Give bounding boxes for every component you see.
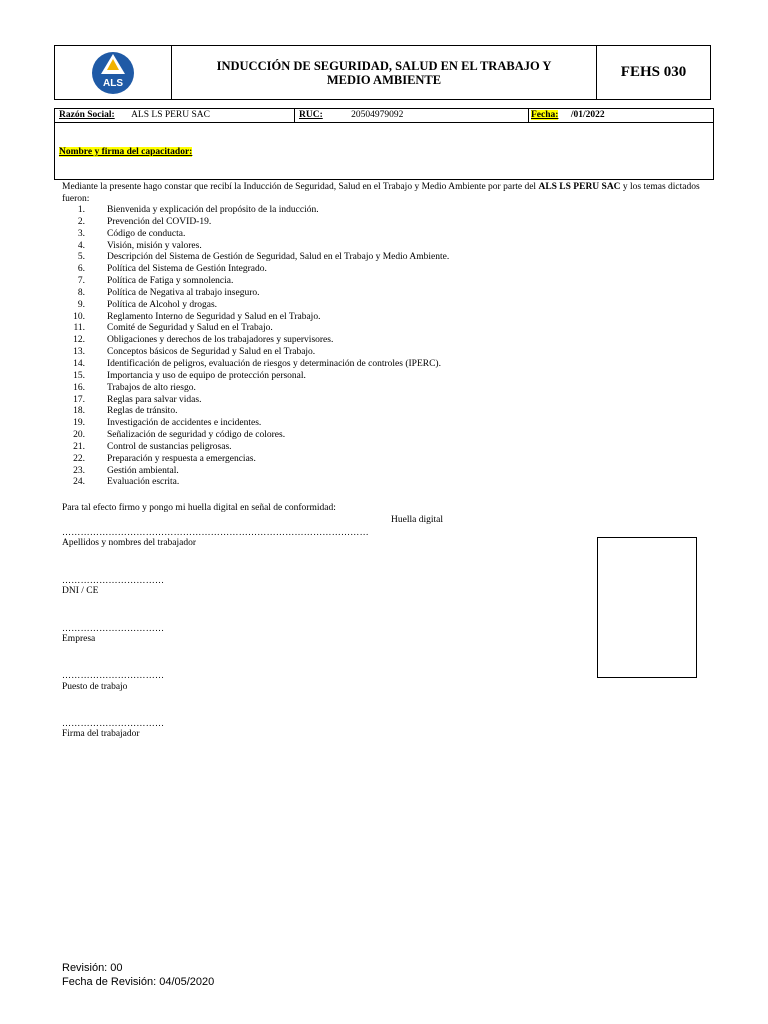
- list-item-text: Importancia y uso de equipo de protección personal.: [107, 370, 306, 381]
- list-item-text: Señalización de seguridad y código de colores.: [107, 430, 286, 441]
- list-item: [62, 441, 232, 454]
- ruc-value: 20504979092: [351, 110, 404, 120]
- field-label-puesto: Puesto de trabajo: [62, 682, 128, 692]
- signature-statement: Para tal efecto firmo y pongo mi huella digital en señal de conformidad:: [62, 503, 336, 513]
- fecha-value: /01/2022: [570, 110, 605, 120]
- list-item-text: Preparación y respuesta a emergencias.: [107, 453, 256, 464]
- list-item: [62, 311, 321, 324]
- list-item: [62, 465, 179, 478]
- list-item-number: 23.: [73, 465, 85, 476]
- list-item-number: 3.: [77, 228, 85, 239]
- list-item: [62, 418, 262, 430]
- list-item: [62, 205, 319, 217]
- field-label-apellidos: Apellidos y nombres del trabajador: [62, 538, 197, 548]
- list-item-text: Conceptos básicos de Seguridad y Salud en el Trabajo.: [107, 347, 316, 358]
- list-item-text: Comité de Seguridad y Salud en el Trabajo.: [107, 323, 273, 334]
- empresa-signature-line: ……………………………: [62, 623, 165, 633]
- list-item: [62, 264, 267, 276]
- intro-company: ALS LS PERU SAC: [538, 182, 621, 192]
- razon-social-cell: [55, 109, 295, 122]
- fingerprint-label: Huella digital: [391, 515, 443, 525]
- list-item-number: 15.: [73, 370, 85, 381]
- list-item: [62, 453, 256, 466]
- list-item-text: Política de Alcohol y drogas.: [107, 299, 218, 310]
- logo-text: ALS: [103, 78, 123, 89]
- list-item-text: Control de sustancias peligrosas.: [107, 441, 232, 452]
- field-label-dni: DNI / CE: [62, 586, 99, 596]
- list-item-text: Visión, misión y valores.: [107, 240, 202, 251]
- list-item-number: 6.: [77, 264, 85, 275]
- capacitador-label: Nombre y firma del capacitador:: [59, 147, 193, 157]
- list-item: [62, 216, 212, 229]
- list-item: [62, 299, 218, 312]
- list-item-number: 9.: [77, 299, 85, 310]
- list-item-text: Evaluación escrita.: [107, 477, 180, 488]
- list-item-number: 11.: [73, 323, 85, 334]
- fingerprint-box: [597, 537, 697, 678]
- field-label-firma: Firma del trabajador: [62, 729, 140, 739]
- list-item-number: 24.: [73, 477, 85, 488]
- list-item-number: 2.: [77, 216, 85, 227]
- list-item: [62, 228, 186, 241]
- list-item-number: 18.: [73, 406, 85, 417]
- list-item-text: Identificación de peligros, evaluación de riesgos y determinación de controles (IPERC).: [107, 358, 441, 369]
- info-row: [55, 109, 713, 123]
- list-item-number: 8.: [77, 287, 85, 298]
- list-item-text: Código de conducta.: [107, 228, 186, 239]
- document-header: [54, 45, 711, 100]
- list-item-number: 22.: [73, 453, 85, 464]
- firma-signature-line: ……………………………: [62, 718, 165, 728]
- name-signature-line: ………………………………………………………………………………………: [62, 527, 369, 537]
- list-item: [62, 477, 180, 489]
- logo-cell: [55, 46, 172, 99]
- list-item-text: Investigación de accidentes e incidentes.: [107, 418, 262, 429]
- list-item: [62, 287, 260, 300]
- list-item-number: 19.: [73, 418, 85, 429]
- razon-social-value: ALS LS PERU SAC: [131, 110, 210, 120]
- als-logo-icon: [55, 46, 172, 99]
- list-item: [62, 335, 334, 347]
- list-item-text: Trabajos de alto riesgo.: [107, 382, 196, 393]
- intro-text-before: Mediante la presente hago constar que recibí la Inducción de Seguridad, Salud en el Trabajo y Medio Ambiente por parte del: [62, 182, 539, 192]
- fecha-cell: [529, 109, 713, 122]
- list-item-text: Bienvenida y explicación del propósito de la inducción.: [107, 205, 319, 215]
- list-item-number: 5.: [77, 252, 85, 263]
- fecha-label: Fecha:: [531, 110, 559, 120]
- list-item: [62, 347, 316, 359]
- list-item: [62, 358, 441, 371]
- list-item: [62, 406, 178, 418]
- list-item-text: Prevención del COVID-19.: [107, 216, 212, 227]
- list-item: [62, 240, 202, 253]
- intro-text-after: y los temas dictados fueron:: [62, 182, 700, 204]
- list-item-text: Reglamento Interno de Seguridad y Salud en el Trabajo.: [107, 311, 321, 322]
- list-item-text: Reglas para salvar vidas.: [107, 394, 202, 405]
- puesto-signature-line: ……………………………: [62, 670, 165, 680]
- revision-number: Revisión: 00: [62, 962, 123, 974]
- ruc-label: RUC:: [299, 110, 323, 120]
- list-item: [62, 370, 306, 383]
- list-item-text: Obligaciones y derechos de los trabajadores y supervisores.: [107, 335, 334, 346]
- dni-signature-line: ……………………………: [62, 575, 165, 585]
- list-item-number: 1.: [77, 205, 85, 215]
- list-item-number: 20.: [73, 430, 85, 441]
- list-item: [62, 276, 234, 288]
- intro-paragraph: [62, 182, 712, 205]
- list-item-text: Gestión ambiental.: [107, 465, 179, 476]
- list-item-number: 4.: [77, 240, 85, 251]
- list-item-text: Política de Negativa al trabajo inseguro.: [107, 287, 260, 298]
- list-item-number: 10.: [73, 311, 85, 322]
- list-item: [62, 430, 286, 442]
- list-item-number: 17.: [73, 394, 85, 405]
- list-item: [62, 252, 450, 264]
- revision-date: Fecha de Revisión: 04/05/2020: [62, 976, 215, 988]
- field-label-empresa: Empresa: [62, 634, 96, 644]
- list-item-number: 12.: [73, 335, 85, 346]
- list-item-text: Política de Fatiga y somnolencia.: [107, 276, 234, 287]
- list-item-number: 7.: [77, 276, 85, 287]
- document-code: FEHS 030: [620, 64, 687, 80]
- topics-list: [62, 205, 450, 489]
- ruc-cell: [295, 109, 529, 122]
- list-item-number: 16.: [73, 382, 85, 393]
- razon-social-label: Razón Social:: [59, 110, 115, 120]
- list-item-text: Reglas de tránsito.: [107, 406, 178, 417]
- info-box: [54, 108, 714, 180]
- list-item: [62, 323, 273, 335]
- list-item-number: 13.: [73, 347, 85, 358]
- list-item: [62, 382, 196, 395]
- list-item-text: Descripción del Sistema de Gestión de Seguridad, Salud en el Trabajo y Medio Ambiente.: [107, 252, 450, 263]
- list-item-number: 14.: [73, 358, 85, 369]
- document-title: INDUCCIÓN DE SEGURIDAD, SALUD EN EL TRABAJO Y MEDIO AMBIENTE: [172, 46, 597, 99]
- list-item-number: 21.: [73, 441, 85, 452]
- list-item-text: Política del Sistema de Gestión Integrado.: [107, 264, 267, 275]
- list-item: [62, 394, 202, 407]
